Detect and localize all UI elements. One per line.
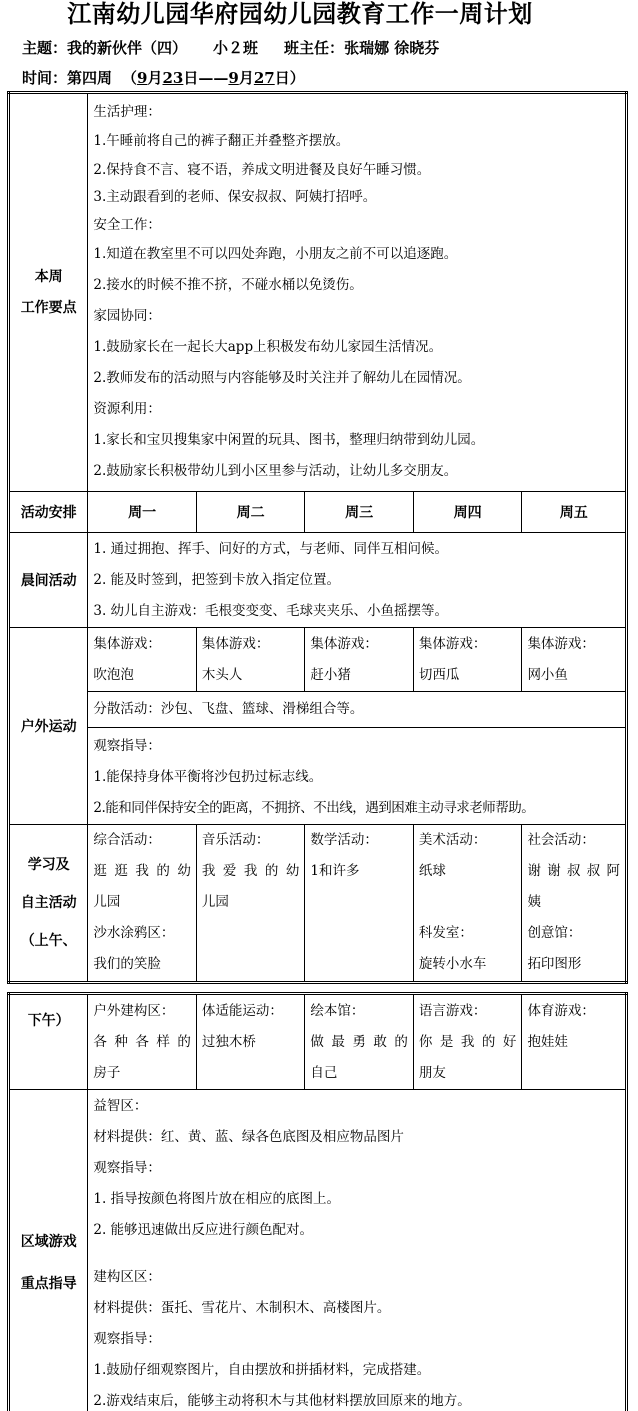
key-points-content xyxy=(88,93,627,492)
extra-name: 拓印图形 xyxy=(527,956,582,972)
activity-type: 体育游戏： xyxy=(527,1003,595,1019)
morning-label: 晨间活动 xyxy=(9,533,88,628)
outdoor-guide xyxy=(88,728,627,825)
afternoon-label-text: 下午） xyxy=(27,1013,70,1029)
study-cell-thu xyxy=(413,825,522,983)
afternoon-label xyxy=(9,994,88,1090)
scatter-line: 分散活动：沙包、飞盘、篮球、滑梯组合等。 xyxy=(93,701,364,717)
activity-name: 做最勇敢的 xyxy=(310,1034,408,1050)
afternoon-cell-mon xyxy=(88,994,197,1090)
end-month: 9 xyxy=(228,69,239,87)
extra-name: 旋转小水车 xyxy=(418,956,487,972)
morning-line: 3. 幼儿自主游戏：毛根变变变、毛球夹夹乐、小鱼摇摆等。 xyxy=(93,603,449,619)
teacher-label: 班主任： xyxy=(284,39,345,57)
teacher-names: 张瑞娜 徐晓芬 xyxy=(344,39,440,57)
study-label-line: （上午、 xyxy=(20,933,77,949)
day-header-wed: 周三 xyxy=(305,492,414,533)
outdoor-guide-row xyxy=(9,728,627,825)
area-line: 1. 指导按颜色将图片放在相应的底图上。 xyxy=(93,1191,341,1207)
morning-line: 1. 通过拥抱、挥手、问好的方式，与老师、同伴互相问候。 xyxy=(93,541,449,557)
study-cell-wed xyxy=(305,825,414,983)
activity-name: 1和许多 xyxy=(310,863,360,879)
game-type: 集体游戏： xyxy=(93,636,161,652)
weekly-plan-table xyxy=(7,91,628,984)
date-dash: —— xyxy=(198,69,229,87)
activity-name: 各种各样的 xyxy=(93,1034,191,1050)
key-point-line: 2.保持食不言、寝不语，养成文明进餐及良好午睡习惯。 xyxy=(93,162,431,178)
end-day: 27 xyxy=(253,69,275,87)
outdoor-game-thu xyxy=(413,628,522,692)
extra-type: 创意馆： xyxy=(527,925,582,941)
start-day: 23 xyxy=(162,69,184,87)
study-cell-fri xyxy=(522,825,627,983)
activity-type: 数学活动： xyxy=(310,832,378,848)
activity-name-cont: 儿园 xyxy=(93,894,121,910)
area-label-line: 重点指导 xyxy=(20,1276,77,1292)
activity-type: 社会活动： xyxy=(527,832,595,848)
key-points-row xyxy=(9,93,627,492)
day-header-mon: 周一 xyxy=(88,492,197,533)
month-char: 月 xyxy=(238,69,254,87)
area-row xyxy=(9,1090,627,1411)
outdoor-games-row xyxy=(9,628,627,692)
study-cell-tue xyxy=(196,825,305,983)
area-line: 2. 能够迅速做出反应进行颜色配对。 xyxy=(93,1222,314,1238)
activity-name-cont: 房子 xyxy=(93,1065,121,1081)
afternoon-cell-wed xyxy=(305,994,414,1090)
study-label xyxy=(9,825,88,983)
outdoor-game-fri xyxy=(522,628,627,692)
afternoon-cell-thu xyxy=(413,994,522,1090)
area-line xyxy=(93,1246,620,1262)
outdoor-game-wed xyxy=(305,628,414,692)
guide-line: 1.能保持身体平衡将沙包扔过标志线。 xyxy=(93,769,323,785)
activity-name-cont: 儿园 xyxy=(201,894,229,910)
activity-type: 户外建构区： xyxy=(93,1003,175,1019)
outdoor-game-tue xyxy=(196,628,305,692)
day-char: 日 xyxy=(274,69,290,87)
game-name: 切西瓜 xyxy=(418,667,460,683)
start-month: 9 xyxy=(137,69,148,87)
area-line: 建构区区： xyxy=(93,1269,161,1285)
theme-label: 主题： xyxy=(22,39,68,57)
game-type: 集体游戏： xyxy=(310,636,378,652)
key-point-line: 1.家长和宝贝搜集家中闲置的玩具、图书，整理归纳带到幼儿园。 xyxy=(93,432,485,448)
game-name: 吹泡泡 xyxy=(93,667,134,683)
activity-type: 体适能运动： xyxy=(201,1003,283,1019)
activity-name: 过独木桥 xyxy=(201,1034,256,1050)
activity-name: 谢谢叔叔阿 xyxy=(527,863,620,879)
key-point-line: 生活护理： xyxy=(93,104,161,120)
spacer xyxy=(419,887,517,918)
month-char: 月 xyxy=(147,69,163,87)
key-points-label xyxy=(9,93,88,492)
game-name: 网小鱼 xyxy=(527,667,568,683)
area-line: 益智区： xyxy=(93,1098,148,1114)
activity-type: 美术活动： xyxy=(418,832,487,848)
activity-type: 综合活动： xyxy=(93,832,161,848)
area-label-line: 区域游戏 xyxy=(20,1234,77,1250)
theme-line xyxy=(22,37,439,58)
game-name: 赶小猪 xyxy=(310,667,351,683)
theme-value: 我的新伙伴（四） xyxy=(67,39,188,57)
activity-type: 绘本馆： xyxy=(310,1003,365,1019)
area-label xyxy=(9,1090,88,1411)
weekly-plan-table-continued xyxy=(7,992,628,1411)
key-point-line: 2.接水的时候不推不挤，不碰水桶以免烫伤。 xyxy=(93,277,363,293)
key-point-line: 资源利用： xyxy=(93,401,161,417)
area-content xyxy=(88,1090,627,1411)
time-label: 时间： xyxy=(22,69,68,87)
morning-line: 2. 能及时签到，把签到卡放入指定位置。 xyxy=(93,572,341,588)
area-line: 1.鼓励仔细观察图片，自由摆放和拼插材料，完成搭建。 xyxy=(93,1362,431,1378)
key-point-line: 家园协同： xyxy=(93,308,161,324)
time-line xyxy=(22,67,305,88)
day-header-thu: 周四 xyxy=(413,492,522,533)
schedule-label: 活动安排 xyxy=(9,492,88,533)
area-line: 材料提供：红、黄、蓝、绿各色底图及相应物品图片 xyxy=(93,1129,404,1145)
activity-name-cont: 自己 xyxy=(310,1065,338,1081)
date-open-paren: （ xyxy=(122,69,138,87)
study-cell-mon xyxy=(88,825,197,983)
schedule-header-row xyxy=(9,492,627,533)
activity-name: 抱娃娃 xyxy=(527,1034,568,1050)
activity-name: 纸球 xyxy=(418,863,446,879)
afternoon-cell-tue xyxy=(196,994,305,1090)
guide-line: 2.能和同伴保持安全的距离，不拥挤、不出线，遇到困难主动寻求老师帮助。 xyxy=(93,800,535,816)
key-points-label-line: 本周 xyxy=(34,268,63,285)
activity-name: 逛逛我的幼 xyxy=(93,863,191,879)
key-point-line: 1.午睡前将自己的裤子翻正并叠整齐摆放。 xyxy=(93,133,350,149)
outdoor-scatter-row xyxy=(9,692,627,728)
area-line: 观察指导： xyxy=(93,1331,161,1347)
morning-row xyxy=(9,533,627,628)
game-type: 集体游戏： xyxy=(418,636,487,652)
date-close-paren: ） xyxy=(289,69,305,87)
game-type: 集体游戏： xyxy=(527,636,595,652)
study-row xyxy=(9,825,627,983)
key-point-line: 1.鼓励家长在一起长大app上积极发布幼儿家园生活情况。 xyxy=(93,339,443,355)
key-point-line: 3.主动跟看到的老师、保安叔叔、阿姨打招呼。 xyxy=(93,189,377,205)
activity-type: 语言游戏： xyxy=(418,1003,487,1019)
afternoon-row xyxy=(9,994,627,1090)
key-points-label-line: 工作要点 xyxy=(20,299,77,316)
activity-type: 音乐活动： xyxy=(201,832,270,848)
afternoon-cell-fri xyxy=(522,994,627,1090)
key-point-line: 安全工作： xyxy=(93,217,161,233)
activity-name: 你是我的好 xyxy=(418,1034,517,1050)
key-point-line: 2.鼓励家长积极带幼儿到小区里参与活动，让幼儿多交朋友。 xyxy=(93,463,458,479)
activity-name-cont: 姨 xyxy=(527,894,541,910)
study-label-line: 学习及 xyxy=(27,857,70,873)
day-header-fri: 周五 xyxy=(522,492,627,533)
day-header-tue: 周二 xyxy=(196,492,305,533)
page-title: 江南幼儿园华府园幼儿园教育工作一周计划 xyxy=(67,0,533,28)
week-label: 第四周 xyxy=(67,69,113,87)
outdoor-label: 户外运动 xyxy=(9,628,88,825)
extra-name: 我们的笑脸 xyxy=(93,956,161,972)
key-point-line: 1.知道在教室里不可以四处奔跑，小朋友之前不可以追逐跑。 xyxy=(93,246,458,262)
area-line: 观察指导： xyxy=(93,1160,161,1176)
outdoor-scatter xyxy=(88,692,627,728)
area-line: 材料提供：蛋托、雪花片、木制积木、高楼图片。 xyxy=(93,1300,391,1316)
extra-type: 科发室： xyxy=(418,925,473,941)
class-name: 小２班 xyxy=(213,39,259,57)
study-label-line: 自主活动 xyxy=(20,895,77,911)
extra-type: 沙水涂鸦区： xyxy=(93,925,175,941)
activity-name: 我爱我的幼 xyxy=(201,863,300,879)
day-char: 日 xyxy=(183,69,199,87)
key-point-line: 2.教师发布的活动照与内容能够及时关注并了解幼儿在园情况。 xyxy=(93,370,471,386)
area-line: 2.游戏结束后，能够主动将积木与其他材料摆放回原来的地方。 xyxy=(93,1393,471,1409)
game-name: 木头人 xyxy=(201,667,243,683)
guide-title: 观察指导： xyxy=(93,738,161,754)
activity-name-cont: 朋友 xyxy=(418,1065,446,1081)
game-type: 集体游戏： xyxy=(201,636,270,652)
morning-content xyxy=(88,533,627,628)
outdoor-game-mon xyxy=(88,628,197,692)
